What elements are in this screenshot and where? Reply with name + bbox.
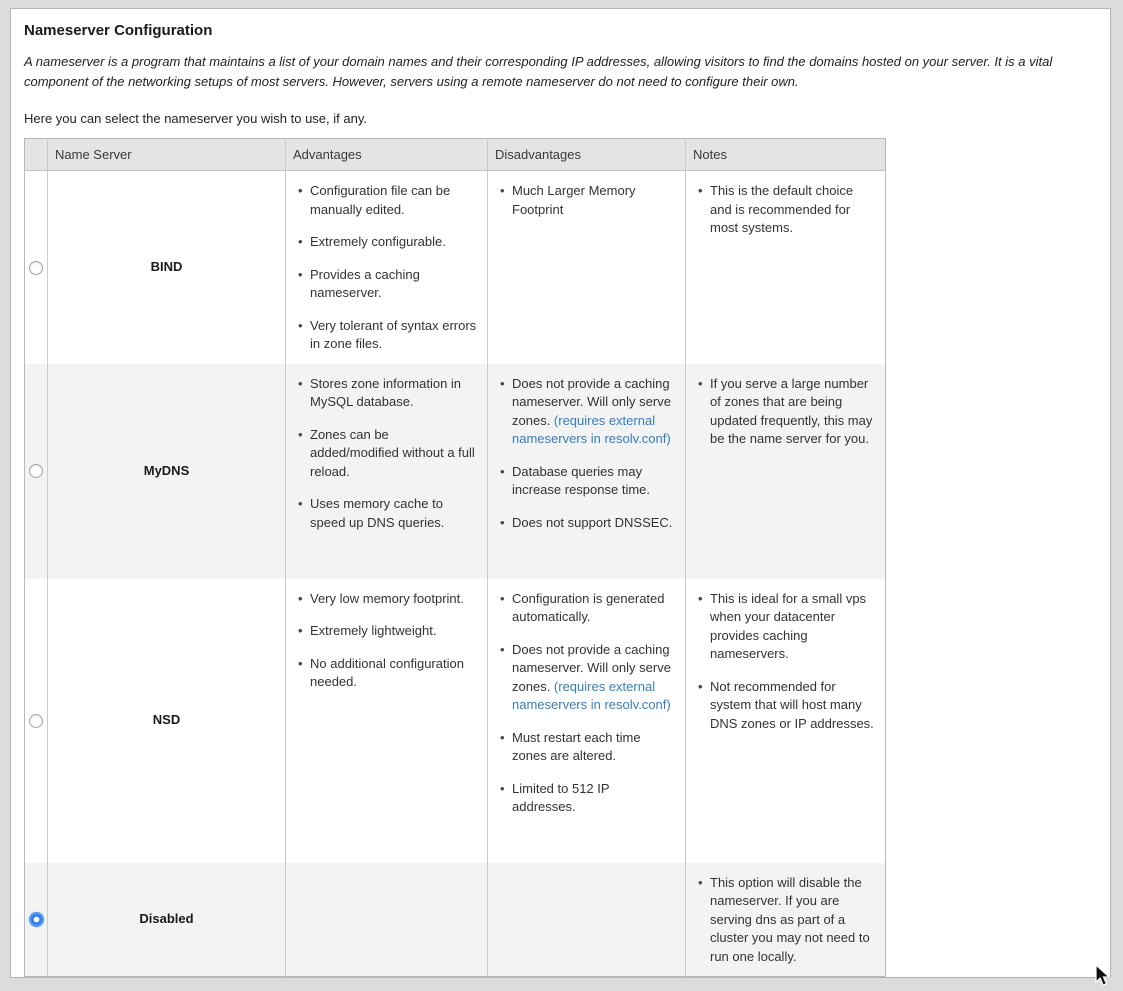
list-item: • This is ideal for a small vps when your datacenter provides caching nameservers.	[698, 590, 875, 664]
advantages-cell-bind	[286, 171, 488, 364]
list-item: • Database queries may increase response time.	[500, 463, 675, 500]
notes-list	[698, 182, 875, 238]
advantages-list	[298, 182, 477, 354]
notes-list	[698, 874, 875, 967]
column-header-radio	[25, 139, 48, 171]
nameserver-name-nsd: NSD	[48, 579, 286, 863]
list-item: • Does not support DNSSEC.	[500, 514, 675, 533]
column-header-disadvantages: Disadvantages	[488, 139, 686, 171]
nameserver-radio-nsd[interactable]	[29, 714, 43, 728]
notes-cell-disabled	[686, 863, 886, 977]
table-row-bind	[25, 171, 886, 364]
list-item: • Limited to 512 IP addresses.	[500, 780, 675, 817]
list-item: • Very tolerant of syntax errors in zone files.	[298, 317, 477, 354]
advantages-cell-mydns	[286, 364, 488, 579]
notes-cell-bind	[686, 171, 886, 364]
advantages-cell-nsd	[286, 579, 488, 863]
advantages-list	[298, 375, 477, 533]
list-item: • Stores zone information in MySQL database.	[298, 375, 477, 412]
intro-text: A nameserver is a program that maintains a list of your domain names and their corresponding IP addresses, allowing visitors to find the domains hosted on your server. It is a vital component of the networking setups of most servers. However, servers using a remote nameserver do not need to configure their own.	[24, 54, 1053, 89]
notes-cell-nsd	[686, 579, 886, 863]
nameserver-name-disabled: Disabled	[48, 863, 286, 977]
list-item	[500, 375, 675, 449]
nameserver-name-mydns: MyDNS	[48, 364, 286, 579]
list-item: • Configuration is generated automatically.	[500, 590, 675, 627]
nameserver-table	[24, 138, 886, 977]
disadvantages-cell-mydns	[488, 364, 686, 579]
nameserver-radio-bind[interactable]	[29, 261, 43, 275]
notes-list	[698, 375, 875, 449]
list-item: • Extremely lightweight.	[298, 622, 477, 641]
list-item: • Very low memory footprint.	[298, 590, 477, 609]
table-row-mydns	[25, 364, 886, 579]
list-item: • Uses memory cache to speed up DNS queries.	[298, 495, 477, 532]
list-item: • Zones can be added/modified without a full reload.	[298, 426, 477, 482]
radio-cell-bind	[25, 171, 48, 364]
column-header-name-server: Name Server	[48, 139, 286, 171]
disadvantages-list	[500, 182, 675, 219]
column-header-advantages: Advantages	[286, 139, 488, 171]
table-header-row	[25, 139, 886, 171]
notes-list	[698, 590, 875, 734]
list-item: • No additional configuration needed.	[298, 655, 477, 692]
disadvantages-list	[500, 590, 675, 817]
nameserver-radio-disabled[interactable]	[28, 911, 45, 928]
list-item-text: Does not provide a caching nameserver. Will only serve zones.	[512, 641, 671, 694]
notes-cell-mydns	[686, 364, 886, 579]
nameserver-name-bind: BIND	[48, 171, 286, 364]
instruction-text: Here you can select the nameserver you wish to use, if any.	[24, 111, 367, 126]
list-item: • This option will disable the nameserver. If you are serving dns as part of a cluster you may not need to run one locally.	[698, 874, 875, 967]
list-item	[500, 641, 675, 715]
list-item: • Configuration file can be manually edited.	[298, 182, 477, 219]
page-title: Nameserver Configuration	[24, 22, 213, 39]
nameserver-radio-mydns[interactable]	[29, 464, 43, 478]
list-item: • Must restart each time zones are altered.	[500, 729, 675, 766]
list-item: • Not recommended for system that will host many DNS zones or IP addresses.	[698, 678, 875, 734]
resolv-conf-link[interactable]: (requires external nameservers in resolv.conf)	[512, 678, 671, 712]
list-item: • Much Larger Memory Footprint	[500, 182, 675, 219]
list-item: • If you serve a large number of zones that are being updated frequently, this may be the name server for you.	[698, 375, 875, 449]
radio-cell-nsd	[25, 579, 48, 863]
list-item-text: Does not provide a caching nameserver. Will only serve zones.	[512, 375, 671, 428]
advantages-cell-disabled	[286, 863, 488, 977]
resolv-conf-link[interactable]: (requires external nameservers in resolv.conf)	[512, 412, 671, 446]
radio-cell-mydns	[25, 364, 48, 579]
advantages-list	[298, 590, 477, 692]
list-item: • This is the default choice and is recommended for most systems.	[698, 182, 875, 238]
radio-cell-disabled	[25, 863, 48, 977]
list-item: • Provides a caching nameserver.	[298, 266, 477, 303]
disadvantages-cell-nsd	[488, 579, 686, 863]
column-header-notes: Notes	[686, 139, 886, 171]
disadvantages-cell-bind	[488, 171, 686, 364]
list-item: • Extremely configurable.	[298, 233, 477, 252]
disadvantages-list	[500, 375, 675, 533]
content-panel	[10, 8, 1111, 978]
table-row-disabled	[25, 863, 886, 977]
table-row-nsd	[25, 579, 886, 863]
disadvantages-cell-disabled	[488, 863, 686, 977]
